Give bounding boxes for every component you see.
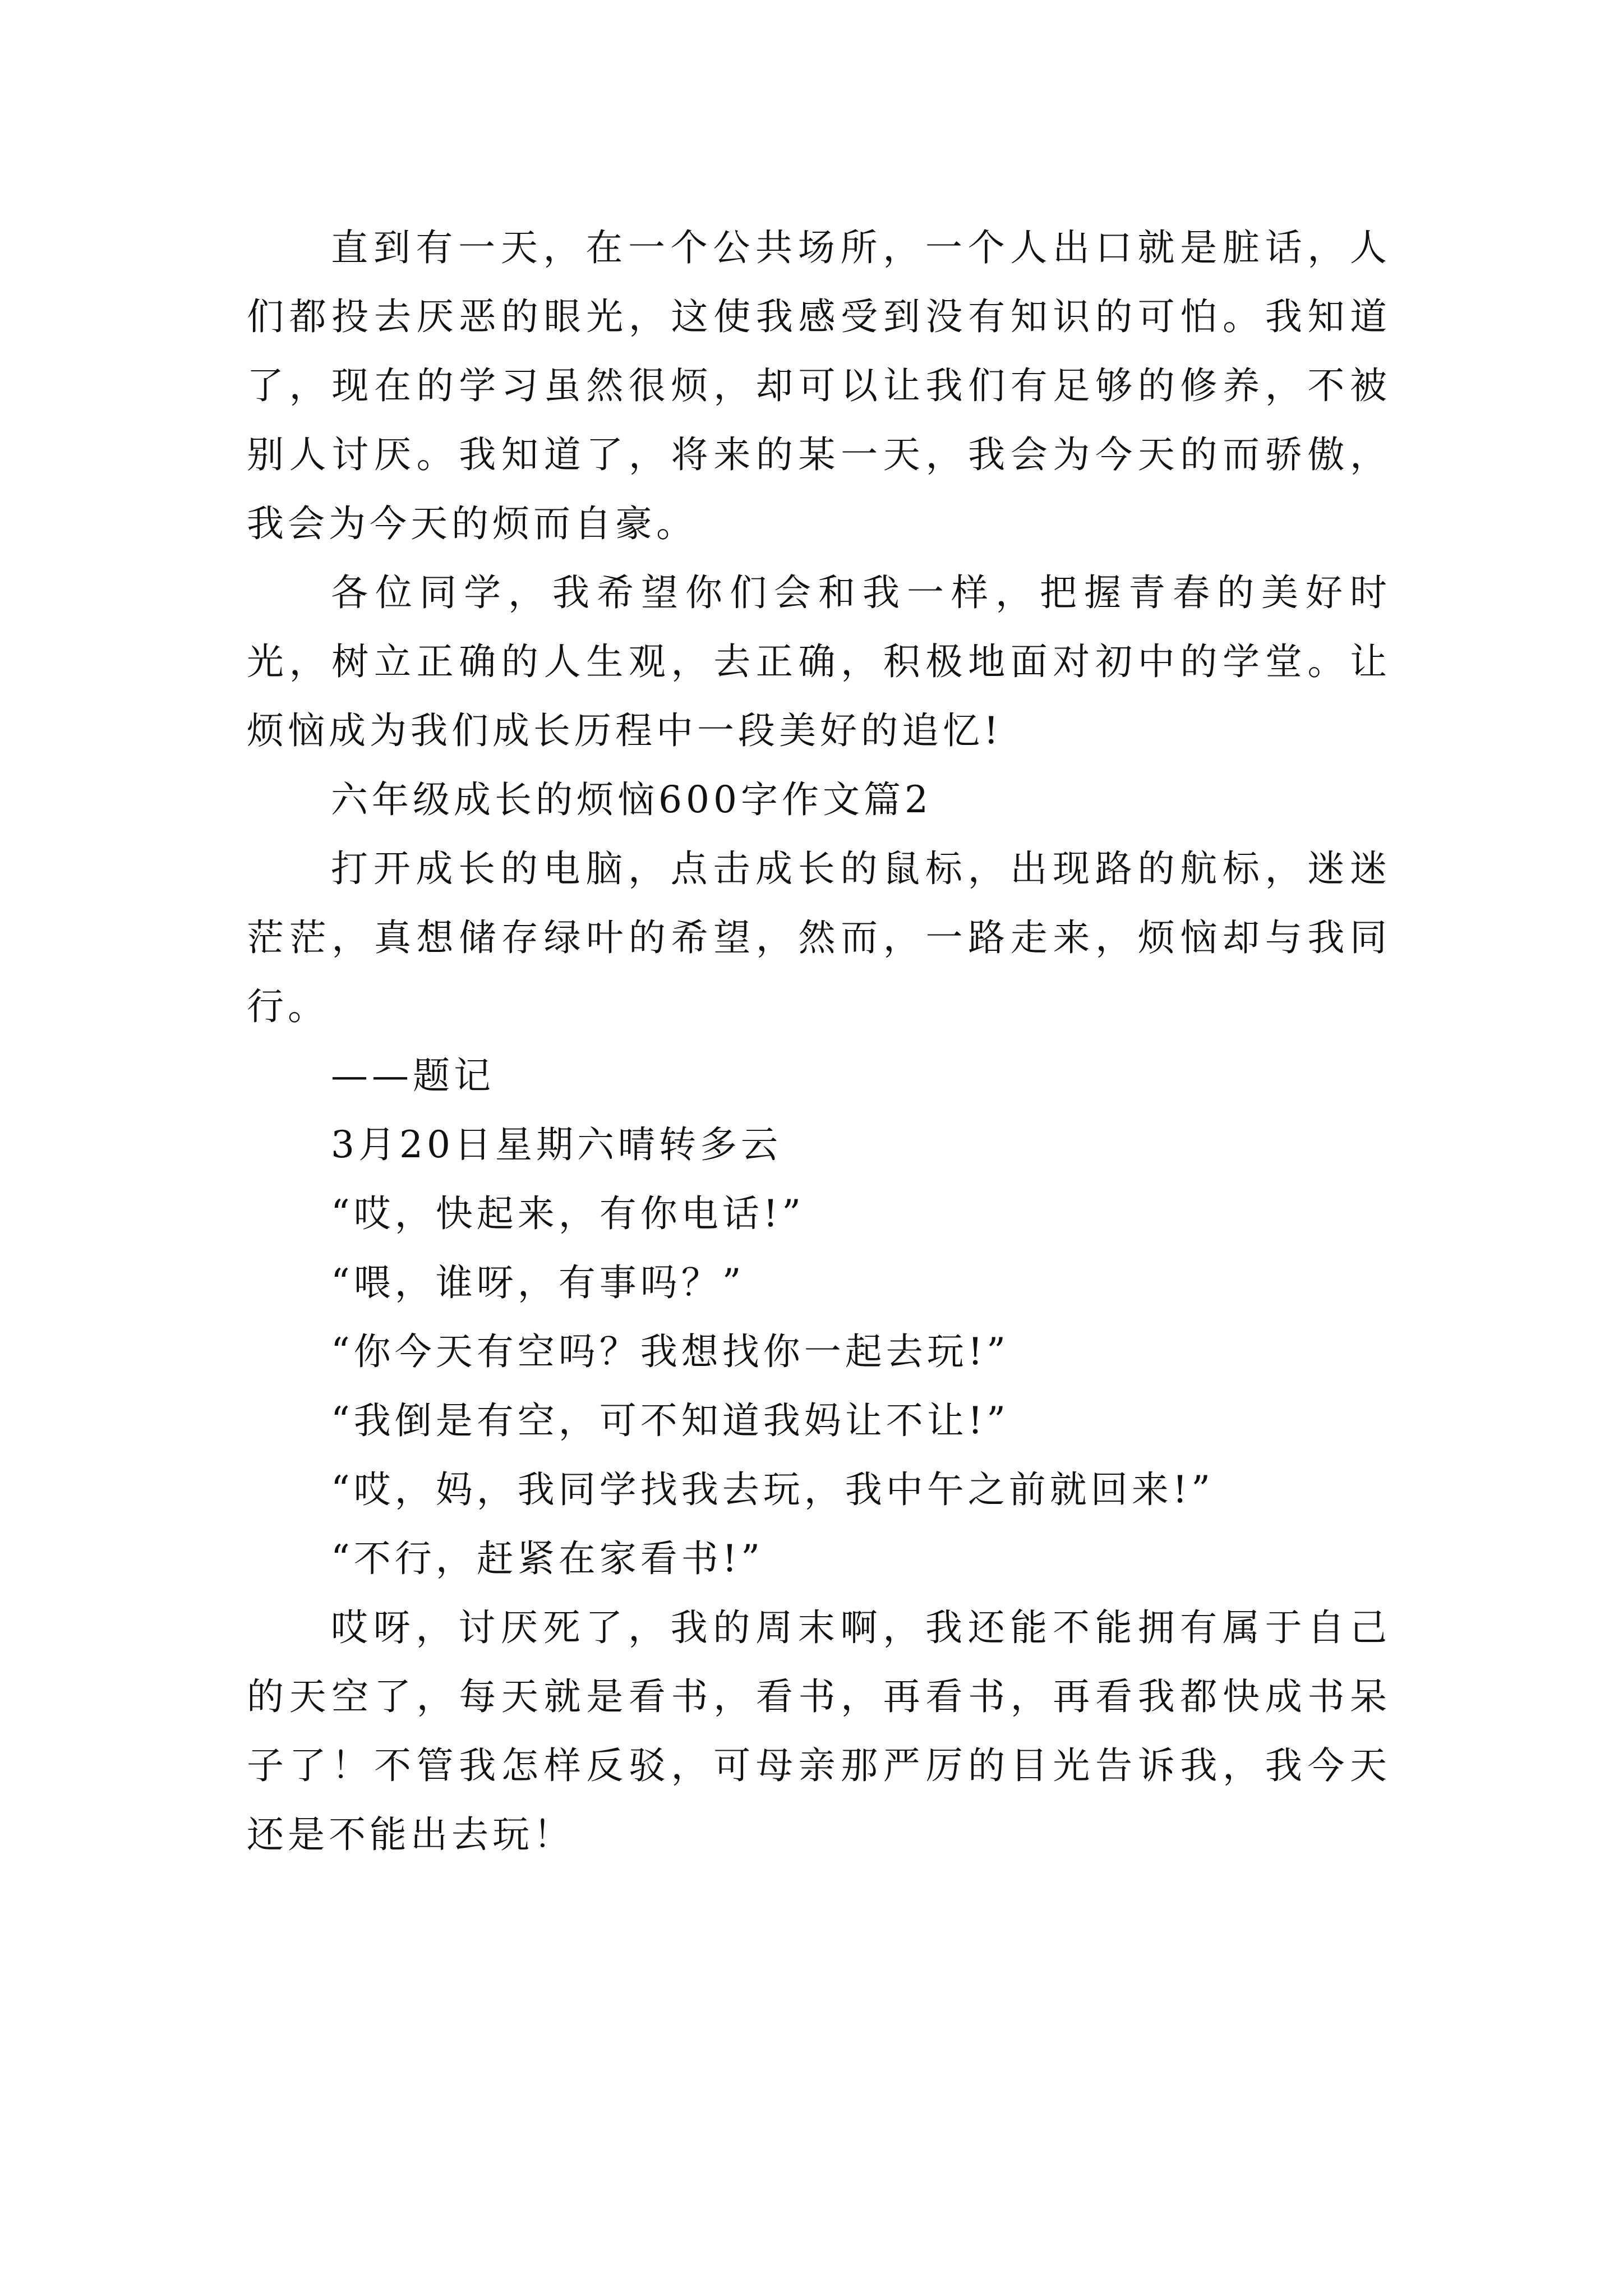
dialogue-line: “哎，妈，我同学找我去玩，我中午之前就回来!” — [331, 1468, 1215, 1511]
dialogue-line: “我倒是有空，可不知道我妈让不让!” — [331, 1399, 1010, 1442]
dialogue-line: “你今天有空吗？我想找你一起去玩!” — [331, 1330, 1010, 1373]
paragraph: 直到有一天，在一个公共场所，一个人出口就是脏话，人们都投去厌恶的眼光，这使我感受到没有知识的可怕。我知道了，现在的学习虽然很烦，却可以让我们有足够的修养，不被别人讨厌。我知道了，将来的某一天，我会为今天的而骄傲，我会为今天的烦而自豪。 — [247, 226, 1391, 545]
dialogue-line: “哎，快起来，有你电话!” — [331, 1192, 805, 1235]
paragraph: 打开成长的电脑，点击成长的鼠标，出现路的航标，迷迷茫茫，真想储存绿叶的希望，然而，一路走来，烦恼却与我同行。 — [247, 847, 1391, 1028]
dialogue-line: “不行，赶紧在家看书!” — [331, 1537, 764, 1580]
epigraph-attribution: ——题记 — [331, 1054, 495, 1097]
diary-date: 3月20日星期六晴转多云 — [331, 1123, 782, 1166]
paragraph: 各位同学，我希望你们会和我一样，把握青春的美好时光，树立正确的人生观，去正确，积极地面对初中的学堂。让烦恼成为我们成长历程中一段美好的追忆! — [247, 571, 1391, 752]
dialogue-line: “喂，谁呀，有事吗？” — [331, 1261, 745, 1304]
section-heading: 六年级成长的烦恼600字作文篇2 — [331, 778, 932, 821]
paragraph: 哎呀，讨厌死了，我的周末啊，我还能不能拥有属于自己的天空了，每天就是看书，看书，再看书，再看我都快成书呆子了！不管我怎样反驳，可母亲那严厉的目光告诉我，我今天还是不能出去玩！ — [247, 1606, 1391, 1856]
document-body — [247, 213, 1391, 1869]
